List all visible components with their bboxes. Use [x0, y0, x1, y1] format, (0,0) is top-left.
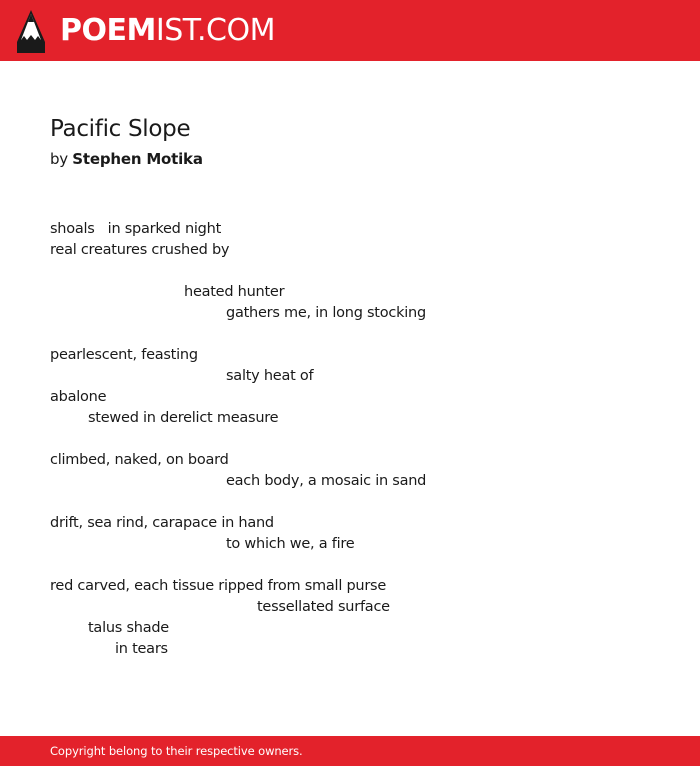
author-link[interactable]: Stephen Motika: [72, 150, 203, 168]
poem-line: climbed, naked, on board: [50, 452, 229, 468]
pencil-logo-icon: [16, 9, 46, 53]
poem-line: shoals in sparked night: [50, 221, 222, 237]
site-footer: [0, 736, 700, 766]
poem-line: heated hunter: [184, 284, 285, 300]
byline-prefix: by: [50, 150, 73, 168]
poem-line: salty heat of: [226, 368, 314, 384]
byline: [50, 150, 203, 168]
poem-line: gathers me, in long stocking: [226, 305, 426, 321]
poem-line: tessellated surface: [257, 599, 390, 615]
poem-line: drift, sea rind, carapace in hand: [50, 515, 274, 531]
poem-line: each body, a mosaic in sand: [226, 473, 427, 489]
poem-line-blank: [50, 555, 426, 576]
site-logo[interactable]: [16, 8, 275, 54]
poem-line-blank: [50, 429, 426, 450]
poem-line: pearlescent, feasting: [50, 347, 198, 363]
poem-line: stewed in derelict measure: [88, 410, 279, 426]
site-header: [0, 0, 700, 61]
logo-wordmark: [60, 13, 275, 48]
poem-body: [50, 219, 426, 660]
poem-title: Pacific Slope: [50, 116, 191, 142]
poem-line: red carved, each tissue ripped from small purse: [50, 578, 387, 594]
logo-wordmark-bold: POEM: [60, 13, 156, 48]
poem-line: talus shade: [88, 620, 169, 636]
poem-line: to which we, a fire: [226, 536, 355, 552]
poem-line-blank: [50, 492, 426, 513]
poem-line: real creatures crushed by: [50, 242, 230, 258]
poem-line: in tears: [115, 641, 168, 657]
logo-wordmark-light: IST.COM: [155, 13, 275, 48]
poem-line-blank: [50, 261, 426, 282]
poem-line-blank: [50, 324, 426, 345]
poem-line: abalone: [50, 389, 107, 405]
copyright-notice: Copyright belong to their respective owners.: [50, 744, 303, 758]
